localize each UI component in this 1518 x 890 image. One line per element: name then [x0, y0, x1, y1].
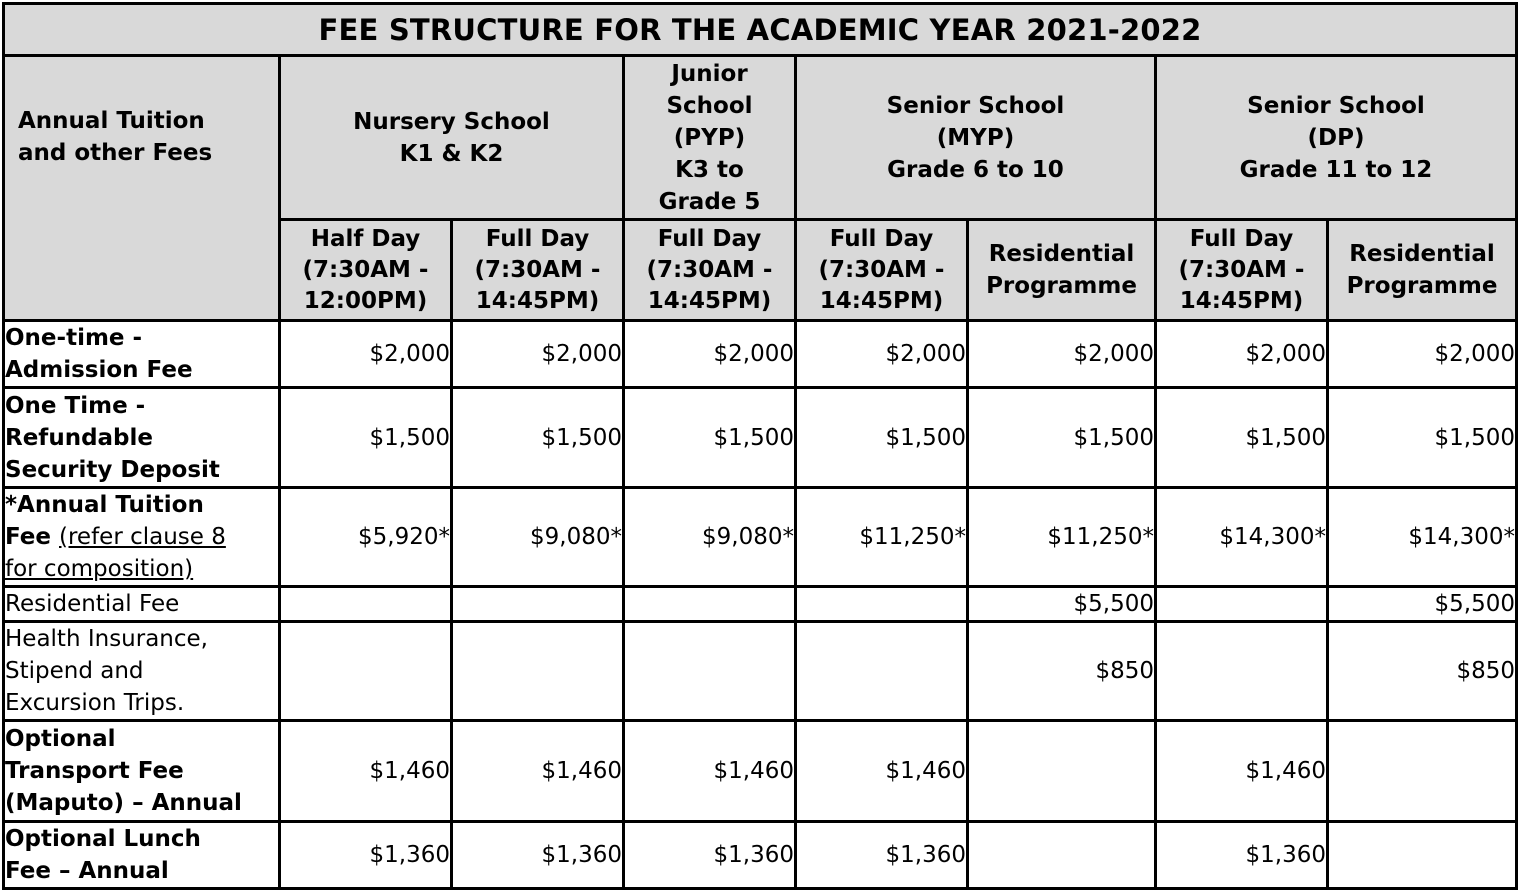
fee-cell [1328, 822, 1517, 889]
fee-cell: $1,360 [624, 822, 796, 889]
row-label-line: Residential Fee [5, 591, 180, 617]
subheader-line: (7:30AM - [474, 256, 601, 283]
subheader-full-day [796, 220, 968, 321]
fee-cell: $14,300* [1156, 488, 1328, 587]
row-label-line: Optional Lunch [5, 826, 201, 852]
group-line: (MYP) [936, 124, 1015, 151]
fee-cell: $1,500 [280, 388, 452, 488]
subheader-line: 14:45PM) [475, 287, 600, 314]
fee-cell: $1,360 [1156, 822, 1328, 889]
fee-cell: $1,460 [1156, 721, 1328, 822]
subheader-line: Half Day [310, 225, 421, 252]
fee-cell [968, 721, 1156, 822]
group-line: (DP) [1307, 124, 1365, 151]
fee-cell: $1,500 [452, 388, 624, 488]
fee-cell: $9,080* [452, 488, 624, 587]
group-line: Grade 6 to 10 [887, 156, 1064, 183]
fee-cell [452, 622, 624, 721]
group-line: K1 & K2 [399, 140, 504, 167]
row-label-line: Refundable [5, 424, 153, 451]
row-label-line: Health Insurance, [5, 626, 208, 652]
group-line: Nursery School [353, 108, 550, 135]
corner-line: and other Fees [18, 140, 213, 166]
row-label-line: Transport Fee [5, 758, 184, 784]
fee-cell: $1,360 [280, 822, 452, 889]
fee-cell: $2,000 [280, 321, 452, 388]
group-line: Senior School [1247, 92, 1425, 119]
fee-cell: $1,460 [452, 721, 624, 822]
group-header-nursery [280, 56, 624, 220]
row-label [4, 587, 280, 622]
subheader-line: 14:45PM) [819, 287, 944, 314]
subheader-line: Residential [988, 241, 1135, 267]
group-line: School [666, 92, 753, 119]
fee-cell: $1,460 [796, 721, 968, 822]
subheader-line: Programme [986, 273, 1137, 299]
row-label [4, 321, 280, 388]
group-line: Grade 5 [658, 188, 761, 215]
fee-cell: $9,080* [624, 488, 796, 587]
fee-cell [796, 587, 968, 622]
group-header-dp [1156, 56, 1517, 220]
subheader-residential [1328, 220, 1517, 321]
table-title: FEE STRUCTURE FOR THE ACADEMIC YEAR 2021-2022 [4, 4, 1517, 56]
subheader-line: (7:30AM - [818, 256, 945, 283]
fee-cell: $14,300* [1328, 488, 1517, 587]
subheader-full-day [452, 220, 624, 321]
fee-cell: $11,250* [796, 488, 968, 587]
group-line: Grade 11 to 12 [1239, 156, 1433, 183]
subheader-line: (7:30AM - [302, 256, 429, 283]
row-label-line: One Time - [5, 392, 146, 419]
row-label-line: Fee [5, 524, 51, 550]
row-label-line: One-time - [5, 325, 143, 351]
fee-cell [968, 822, 1156, 889]
row-label-line: Stipend and [5, 658, 144, 684]
group-line: Senior School [886, 92, 1065, 119]
fee-cell: $1,500 [624, 388, 796, 488]
row-label [4, 622, 280, 721]
table-row [4, 587, 1517, 622]
fee-cell: $850 [968, 622, 1156, 721]
fee-cell [1328, 721, 1517, 822]
fee-cell [280, 622, 452, 721]
fee-cell [796, 622, 968, 721]
row-label [4, 721, 280, 822]
fee-cell: $2,000 [1156, 321, 1328, 388]
subheader-full-day [1156, 220, 1328, 321]
fee-cell [624, 622, 796, 721]
fee-cell: $1,500 [796, 388, 968, 488]
subheader-line: 14:45PM) [647, 287, 772, 314]
fee-cell [1156, 587, 1328, 622]
group-header-myp [796, 56, 1156, 220]
fee-cell [624, 587, 796, 622]
fee-cell [280, 587, 452, 622]
group-line: (PYP) [673, 124, 746, 151]
fee-cell: $5,500 [968, 587, 1156, 622]
group-header-junior [624, 56, 796, 220]
table-row [4, 822, 1517, 889]
row-label-line: Optional [5, 726, 116, 752]
subheader-residential [968, 220, 1156, 321]
row-label-line: *Annual Tuition [5, 492, 204, 518]
fee-cell: $1,500 [968, 388, 1156, 488]
row-label-line: Admission Fee [5, 357, 193, 383]
fee-cell [1156, 622, 1328, 721]
subheader-line: Full Day [829, 225, 934, 252]
fee-cell: $5,920* [280, 488, 452, 587]
fee-structure-table [2, 2, 1518, 890]
fee-cell: $1,460 [624, 721, 796, 822]
corner-line: Annual Tuition [18, 108, 205, 134]
subheader-line: (7:30AM - [1178, 256, 1305, 283]
fee-cell: $11,250* [968, 488, 1156, 587]
subheader-line: (7:30AM - [646, 256, 773, 283]
group-line: Junior [671, 60, 748, 87]
fee-cell: $1,360 [796, 822, 968, 889]
subheader-line: 14:45PM) [1179, 287, 1304, 314]
fee-cell: $1,460 [280, 721, 452, 822]
clause-note-link: (refer clause 8 [59, 524, 226, 550]
fee-cell: $850 [1328, 622, 1517, 721]
subheader-line: Programme [1346, 273, 1498, 299]
table-row [4, 488, 1517, 587]
fee-cell: $2,000 [1328, 321, 1517, 388]
row-label [4, 388, 280, 488]
table-row [4, 622, 1517, 721]
group-line: K3 to [675, 156, 744, 183]
fee-cell [452, 587, 624, 622]
clause-note-link: for composition) [5, 556, 194, 582]
fee-cell: $2,000 [968, 321, 1156, 388]
row-label-line: Excursion Trips. [5, 690, 185, 716]
subheader-line: Full Day [485, 225, 590, 252]
subheader-line: Full Day [1189, 225, 1294, 252]
subheader-full-day [624, 220, 796, 321]
row-label-line: Security Deposit [5, 456, 220, 483]
corner-header [4, 56, 280, 321]
subheader-line: Full Day [657, 225, 762, 252]
table-row [4, 721, 1517, 822]
row-label [4, 822, 280, 889]
table-row [4, 388, 1517, 488]
fee-cell: $1,360 [452, 822, 624, 889]
fee-cell: $1,500 [1156, 388, 1328, 488]
row-label-line: (Maputo) – Annual [5, 790, 242, 816]
fee-cell: $2,000 [624, 321, 796, 388]
fee-cell: $1,500 [1328, 388, 1517, 488]
subheader-half-day [280, 220, 452, 321]
fee-cell: $2,000 [796, 321, 968, 388]
row-label-line: Fee – Annual [5, 858, 169, 884]
row-label [4, 488, 280, 587]
subheader-line: Residential [1349, 241, 1495, 267]
table-row [4, 321, 1517, 388]
subheader-line: 12:00PM) [303, 287, 428, 314]
fee-cell: $5,500 [1328, 587, 1517, 622]
fee-cell: $2,000 [452, 321, 624, 388]
